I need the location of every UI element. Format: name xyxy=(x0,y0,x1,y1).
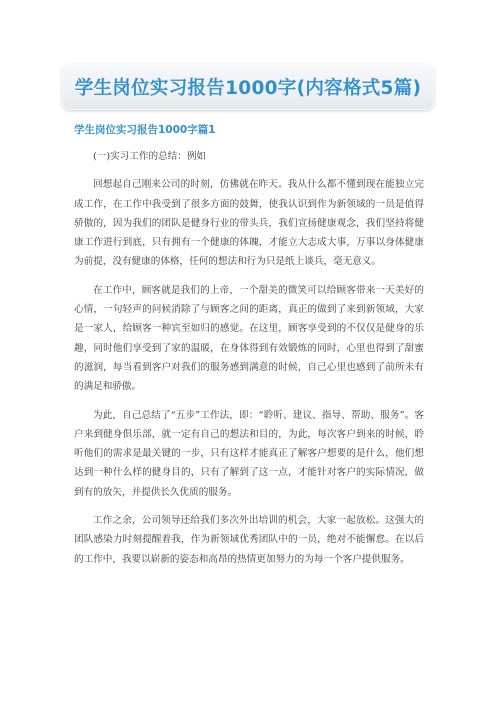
paragraph-4: 工作之余，公司领导还给我们多次外出培训的机会，大家一起放松。这强大的团队感染力时刻提醒着我，作为新领域优秀团队中的一员，绝对不能懈怠。在以后的工作中，我要以崭新的姿态和高昂的热情更加努力的为每一个客户提供服务。 xyxy=(74,515,424,565)
paragraph-3: 为此，自己总结了“五步”工作法，即：“聆听、建议、指导、帮助、服务”。客户来到健身俱乐部，就一定有自己的想法和目的，为此，每次客户到来的时候，聆听他们的需求是最关键的一步，只有这样才能真正了解客户想要的是什么，他们想达到一种什么样的健身目的，只有了解到了这一点，才能针对客户的实际情况，做到有的放矢，并提供长久优质的服务。 xyxy=(74,409,424,498)
paragraph-2: 在工作中，顾客就是我们的上帝，一个甜美的微笑可以给顾客带来一天美好的心情，一句轻声的问候消除了与顾客之间的距离，真正的做到了来到新领域，大家是一家人，给顾客一种宾至如归的感觉。在这里，顾客享受到的不仅仅是健身的乐趣，同时他们享受到了家的温暖，在身体得到有效锻炼的同时，心里也得到了甜蜜的滋润，每当看到客户对我们的服务感到满意的时候，自己心里也感到了前所未有的满足和骄傲。 xyxy=(74,284,424,393)
subheading: (一)实习工作的总结：例如 xyxy=(93,151,207,162)
title-banner xyxy=(62,64,434,110)
section-heading: 学生岗位实习报告1000字篇1 xyxy=(74,124,216,136)
document-title: 学生岗位实习报告1000字(内容格式5篇) xyxy=(74,78,422,99)
document-body xyxy=(74,147,424,578)
paragraph-1: 回想起自己刚来公司的时刻，仿佛就在昨天。我从什么都不懂到现在能独立完成工作，在工作中我受到了很多方面的鼓舞，使我认识到作为新领域的一员是值得骄傲的，因为我们的团队是健身行业的带头兵，我们宣扬健康观念，我们坚持将健康工作进行到底，只有拥有一个健康的体魄，才能立大志成大事，万事以身体健康为前提，没有健康的体格，任何的想法和行为只是纸上谈兵，毫无意义。 xyxy=(74,179,424,268)
